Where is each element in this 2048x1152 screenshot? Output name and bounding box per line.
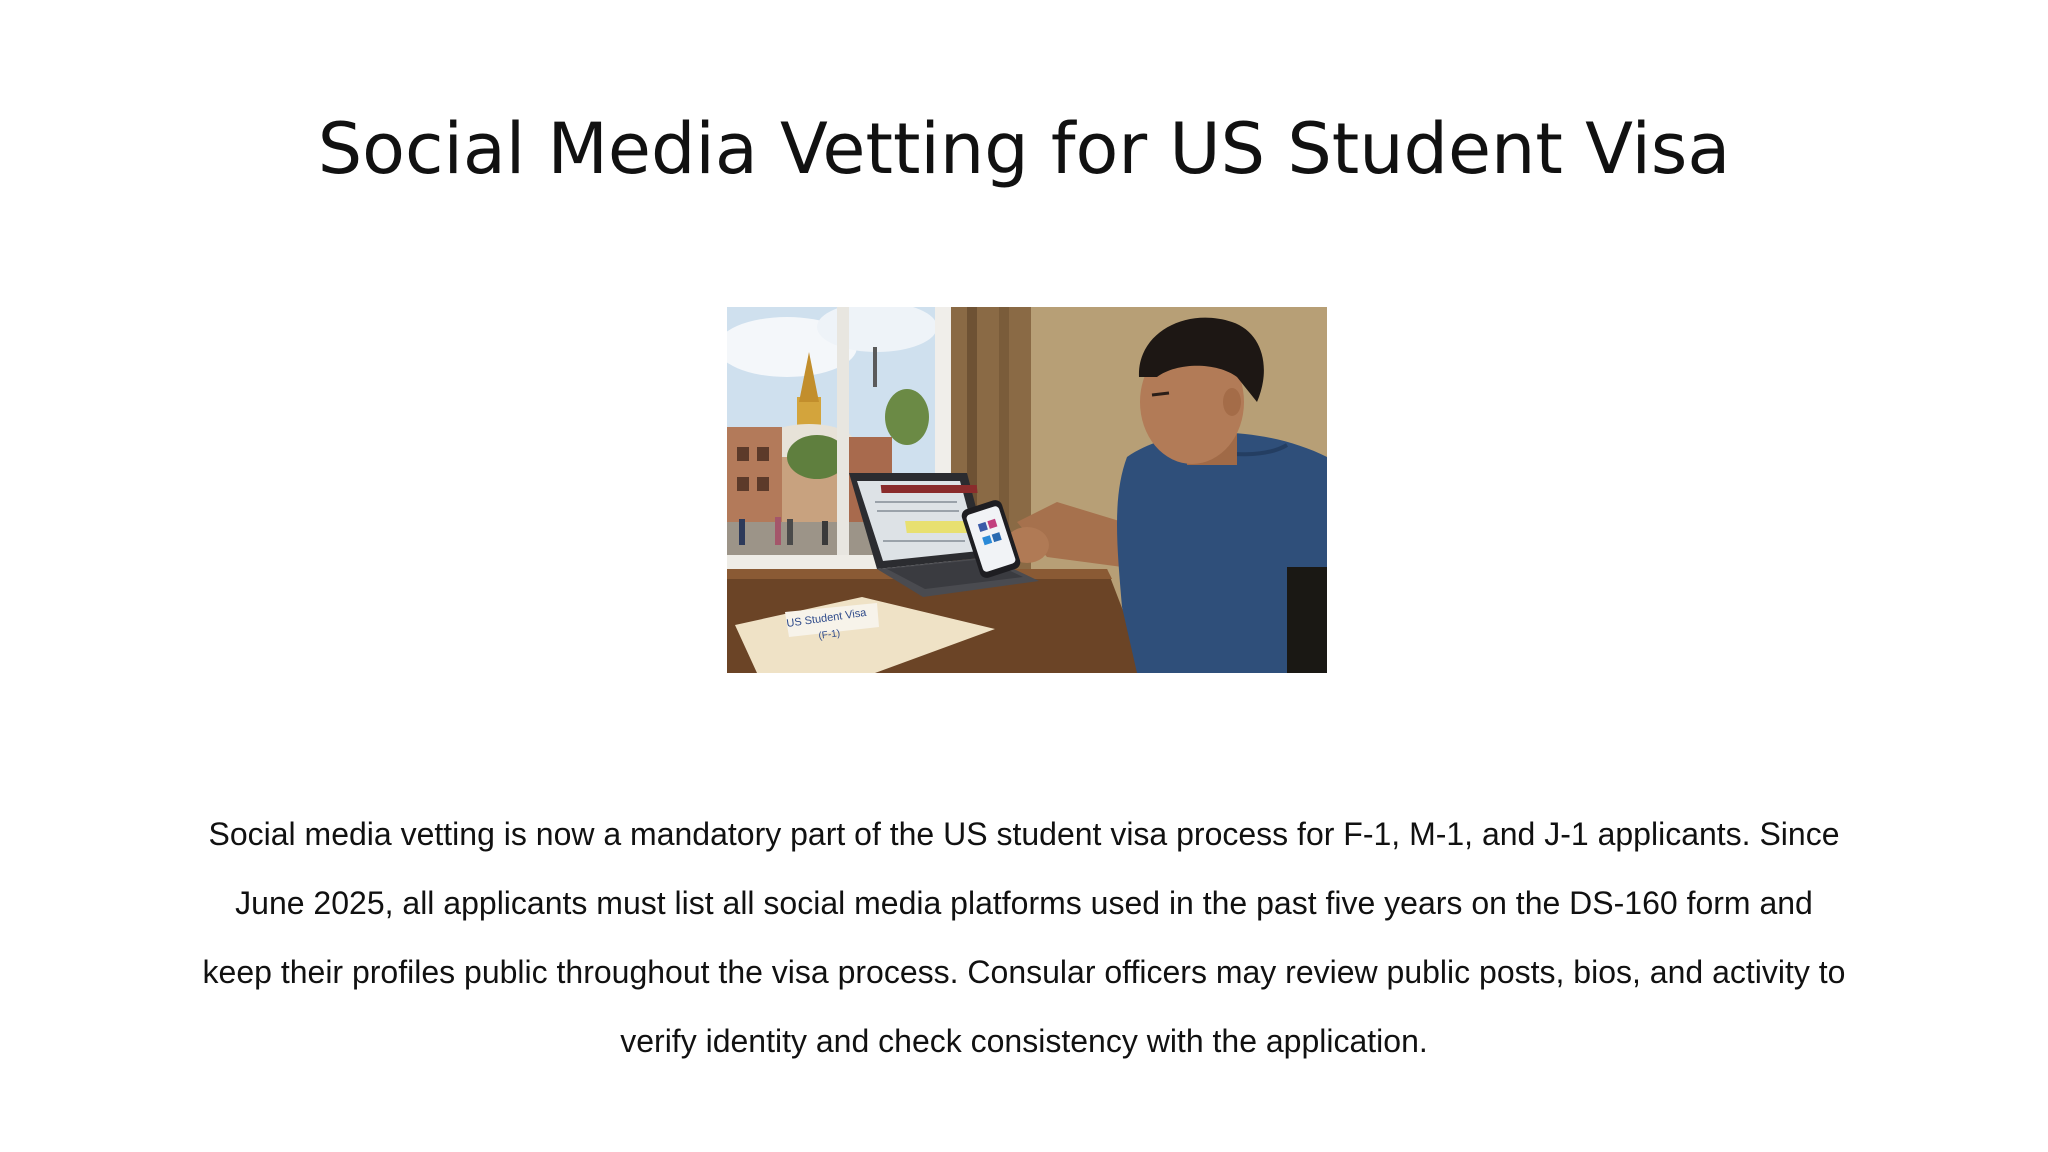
student-visa-photo xyxy=(727,307,1327,673)
slide-body-text: Social media vetting is now a mandatory part of the US student visa process for F-1, M-1, and J-1 applicants. Since June 2025, all applicants must list all social media platforms used in the past five years on the DS-160 form and keep their profiles public throughout the visa process. Consular officers may review public posts, bios, and activity to verify identity and check consistency with the application. xyxy=(202,816,1846,1059)
folder-label: US Student Visa xyxy=(785,606,868,630)
slide-title: Social Media Vetting for US Student Visa xyxy=(317,108,1731,190)
folder-sublabel: (F-1) xyxy=(817,628,841,642)
